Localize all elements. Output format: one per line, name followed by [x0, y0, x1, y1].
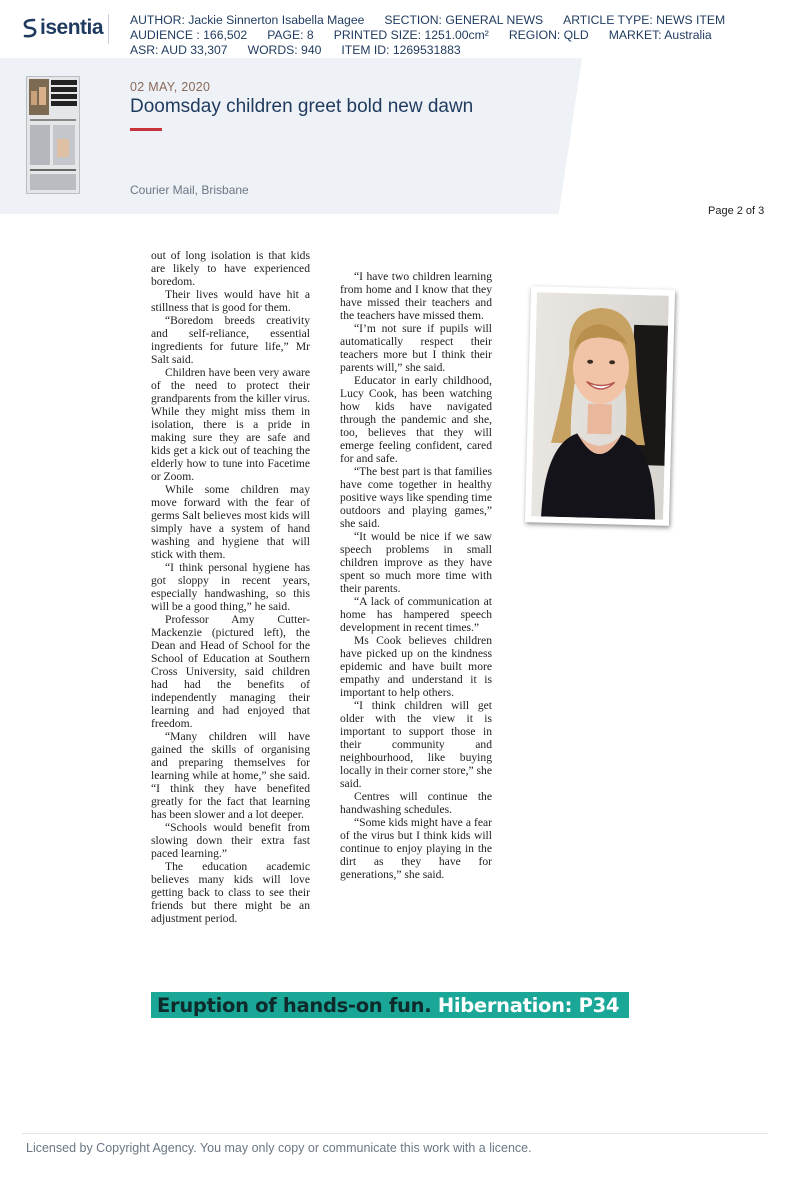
meta-item-id: ITEM ID: 1269531883	[341, 43, 461, 57]
banner-text	[157, 994, 619, 1017]
article-paragraph: “I think personal hygiene has got sloppy in recent years, especially handwashing, so this will be a good thing,” he said.	[151, 561, 310, 613]
banner-part-2: Hibernation: P34	[437, 994, 620, 1017]
meta-page: PAGE: 8	[267, 28, 314, 42]
headline-accent-rule	[130, 128, 162, 131]
article-date: 02 MAY, 2020	[130, 80, 211, 94]
article-paragraph: “It would be nice if we saw speech problems in small children improve as they have spent so much more time with their parents.	[340, 530, 492, 595]
isentia-logo-icon	[22, 17, 38, 39]
meta-author: AUTHOR: Jackie Sinnerton Isabella Magee	[130, 13, 365, 27]
logo-text: isentia	[40, 16, 104, 39]
meta-region: REGION: QLD	[508, 28, 589, 42]
meta-article-type: ARTICLE TYPE: NEWS ITEM	[563, 13, 726, 27]
banner-part-1: Eruption of hands-on fun.	[157, 994, 432, 1017]
article-paragraph: “Boredom breeds creativity and self-reliance, essential ingredients for future life,” Mr Salt said.	[151, 314, 310, 366]
footer-divider	[22, 1133, 768, 1134]
article-paragraph: “The best part is that families have come together in healthy positive ways like spending time outdoors and playing games,” she said.	[340, 465, 492, 530]
meta-row-3	[130, 43, 745, 58]
article-paragraph: Ms Cook believes children have picked up on the kindness epidemic and have built more empathy and understand it is important to help others.	[340, 634, 492, 699]
article-column-1	[151, 249, 310, 925]
article-paragraph: “I think children will get older with the view it is important to support those in their community and neighbourhood, like buying locally in their corner store,” she said.	[340, 699, 492, 790]
portrait-photo	[525, 286, 675, 526]
thumbnail-graphic	[27, 77, 79, 193]
article-paragraph: Their lives would have hit a stillness that is good for them.	[151, 288, 310, 314]
licence-footer: Licensed by Copyright Agency. You may only copy or communicate this work with a licence.	[26, 1141, 532, 1155]
article-paragraph: “A lack of communication at home has hampered speech development in recent times.”	[340, 595, 492, 634]
meta-market: MARKET: Australia	[608, 28, 712, 42]
page-indicator: Page 2 of 3	[708, 205, 765, 217]
meta-row-1	[130, 13, 745, 28]
metadata-block	[130, 13, 745, 58]
article-paragraph: Children have been very aware of the need to protect their grandparents from the killer virus. While they might miss them in isolation, there is a pride in making sure they are safe and kids get a kick out of teaching the elderly how to tune into Facetime or Zoom.	[151, 366, 310, 483]
article-paragraph: Centres will continue the handwashing schedules.	[340, 790, 492, 816]
meta-section: SECTION: GENERAL NEWS	[384, 13, 544, 27]
article-paragraph: “Some kids might have a fear of the virus but I think kids will continue to enjoy playing in the dirt as they have for generations,” she said.	[340, 816, 492, 881]
meta-printed-size: PRINTED SIZE: 1251.00cm²	[333, 28, 489, 42]
article-paragraph: Educator in early childhood, Lucy Cook, has been watching how kids have navigated through the pandemic and she, too, believes that they will emerge feeling confident, cared for and safe.	[340, 374, 492, 465]
article-headline[interactable]: Doomsday children greet bold new dawn	[130, 96, 474, 117]
article-paragraph: “I have two children learning from home and I know that they have missed their teachers and the teachers have missed them.	[340, 270, 492, 322]
article-column-2	[340, 270, 492, 881]
promo-banner[interactable]	[151, 992, 629, 1018]
meta-row-2	[130, 28, 745, 43]
article-paragraph: “I’m not sure if pupils will automatically respect their teachers more but I think their parents will,” she said.	[340, 322, 492, 374]
article-paragraph: The education academic believes many kids will love getting back to class to see their friends but there might be an adjustment period.	[151, 860, 310, 925]
newspaper-thumbnail-icon[interactable]	[26, 76, 80, 194]
article-paragraph: out of long isolation is that kids are likely to have experienced boredom.	[151, 249, 310, 288]
header-divider	[108, 14, 109, 44]
article-paragraph: “Many children will have gained the skills of organising and preparing themselves for learning while at home,” she said. “I think they have benefited greatly for the fact that learning has been slower and a lot deeper.	[151, 730, 310, 821]
isentia-logo	[22, 16, 103, 40]
summary-panel	[0, 58, 582, 214]
meta-audience: AUDIENCE : 166,502	[130, 28, 248, 42]
article-source: Courier Mail, Brisbane	[130, 183, 249, 197]
article-paragraph: “Schools would benefit from slowing down their extra fast paced learning.”	[151, 821, 310, 860]
portrait-photo-icon	[531, 292, 669, 519]
article-paragraph: While some children may move forward with the fear of germs Salt believes most kids will simply have a system of hand washing and hygiene that will stick with them.	[151, 483, 310, 561]
article-paragraph: Professor Amy Cutter-Mackenzie (pictured left), the Dean and Head of School for the School of Education at Southern Cross University, said children had had the benefits of independently managing their learning and had enjoyed that freedom.	[151, 613, 310, 730]
meta-asr: ASR: AUD 33,307	[130, 43, 228, 57]
report-header	[0, 0, 800, 56]
meta-words: WORDS: 940	[247, 43, 322, 57]
